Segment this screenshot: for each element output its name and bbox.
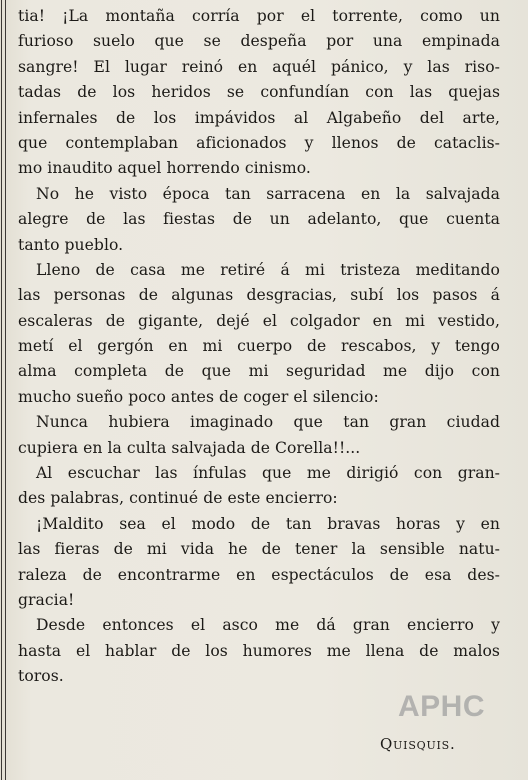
text-line: furioso suelo que se despeña por una empinada — [18, 32, 500, 51]
text-line: cupiera en la culta salvajada de Corella!!... — [18, 438, 361, 457]
article-body — [18, 4, 500, 690]
paragraph — [18, 258, 500, 410]
paragraph — [18, 410, 500, 461]
text-line: las fieras de mi vida he de tener la sensible natu- — [18, 540, 500, 559]
text-line: sangre! El lugar reinó en aquél pánico, y las riso- — [18, 57, 500, 76]
column-rule-outer — [1, 0, 2, 780]
text-line: gracia! — [18, 590, 75, 609]
text-line: hasta el hablar de los humores me llena de malos — [18, 641, 500, 660]
paragraph — [18, 4, 500, 182]
paragraph — [18, 182, 500, 258]
text-line: tadas de los heridos se confundían con las quejas — [18, 83, 500, 102]
text-line: tia! ¡La montaña corría por el torrente, como un — [18, 7, 500, 25]
text-line: infernales de los impávidos al Algabeño del arte, — [18, 108, 500, 127]
text-line: toros. — [18, 667, 64, 686]
text-line: escaleras de gigante, dejé el colgador en mi vestido, — [18, 311, 500, 330]
author-signature: Quisquis. — [380, 735, 456, 753]
text-line: alma completa de que mi seguridad me dijo con — [18, 362, 500, 381]
text-line: Desde entonces el asco me dá gran encierro y — [36, 616, 500, 635]
text-line: tanto pueblo. — [18, 235, 124, 254]
text-line: Lleno de casa me retiré á mi tristeza meditando — [36, 260, 500, 279]
text-line: des palabras, continué de este encierro: — [18, 489, 338, 508]
text-line: Nunca hubiera imaginado que tan gran ciudad — [36, 413, 500, 432]
text-line: mucho sueño poco antes de coger el silencio: — [18, 387, 379, 406]
archive-watermark: APHC — [398, 690, 486, 723]
text-line: Al escuchar las ínfulas que me dirigió con gran- — [36, 464, 500, 483]
text-line: que contemplaban aficionados y llenos de cataclis- — [18, 133, 500, 152]
text-line: No he visto época tan sarracena en la salvajada — [36, 184, 500, 203]
text-line: las personas de algunas desgracias, subí los pasos á — [18, 286, 500, 305]
text-line: mo inaudito aquel horrendo cinismo. — [18, 159, 311, 178]
text-line: alegre de las fiestas de un adelanto, que cuenta — [18, 210, 500, 229]
text-line: raleza de encontrarme en espectáculos de esa des- — [18, 565, 500, 584]
text-line: metí el gergón en mi cuerpo de rescabos, y tengo — [18, 337, 500, 356]
paragraph — [18, 613, 500, 689]
column-rule-inner — [5, 0, 6, 780]
paragraph — [18, 512, 500, 614]
text-line: ¡Maldito sea el modo de tan bravas horas y en — [36, 514, 500, 533]
paragraph — [18, 461, 500, 512]
